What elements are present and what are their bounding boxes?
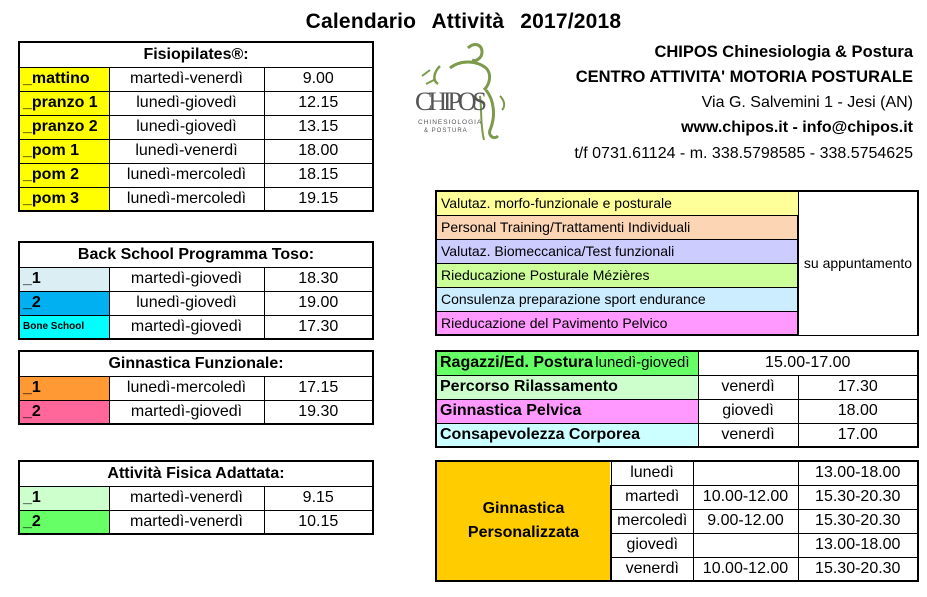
course-time: 15.00-17.00	[698, 351, 918, 375]
svg-text:& POSTURA: & POSTURA	[424, 128, 468, 134]
row-days: martedì-venerdì	[109, 510, 264, 534]
table-row	[19, 115, 373, 139]
row-day: giovedì	[611, 533, 693, 557]
backschool-table	[18, 241, 374, 340]
svg-text:CHIPOS: CHIPOS	[415, 87, 487, 116]
course-days: venerdì	[698, 375, 798, 399]
row-morning: 9.00-12.00	[693, 509, 798, 533]
row-days: lunedì-giovedì	[109, 91, 264, 115]
row-days: lunedì-mercoledì	[109, 163, 264, 187]
row-morning: 10.00-12.00	[693, 485, 798, 509]
row-time: 9.00	[264, 67, 373, 91]
web-contacts: www.chipos.it - info@chipos.it	[681, 119, 913, 136]
address: Via G. Salvemini 1 - Jesi (AN)	[701, 94, 913, 111]
service-label: Personal Training/Trattamenti Individuali	[436, 215, 798, 239]
row-afternoon: 13.00-18.00	[798, 533, 918, 557]
svg-text:CHINESIOLOGIA: CHINESIOLOGIA	[418, 119, 483, 126]
row-label: _pom 3	[19, 187, 109, 211]
row-morning	[693, 461, 798, 485]
row-day: mercoledì	[611, 509, 693, 533]
row-days: martedì-giovedì	[109, 267, 264, 291]
row-day: venerdì	[611, 557, 693, 581]
table-row	[436, 423, 918, 447]
table-row	[19, 486, 373, 510]
course-label: Ragazzi/Ed. Postura lunedì-giovedì	[436, 351, 698, 375]
row-label: _1	[19, 486, 109, 510]
row-days: martedì-venerdì	[109, 67, 264, 91]
course-label: Ginnastica Pelvica	[436, 399, 698, 423]
row-afternoon: 15.30-20.30	[798, 557, 918, 581]
row-label: _1	[19, 376, 109, 400]
table-row	[19, 67, 373, 91]
funzionale-title: Ginnastica Funzionale:	[19, 351, 373, 376]
row-days: lunedì-mercoledì	[109, 187, 264, 211]
row-label: _pom 1	[19, 139, 109, 163]
row-day: lunedì	[611, 461, 693, 485]
service-label: Consulenza preparazione sport endurance	[436, 287, 798, 311]
row-label: _2	[19, 510, 109, 534]
course-time: 18.00	[798, 399, 918, 423]
page-title: Calendario Attività 2017/2018	[305, 10, 622, 33]
row-time: 18.30	[264, 267, 373, 291]
row-label: _pranzo 2	[19, 115, 109, 139]
company-name: CHIPOS Chinesiologia & Postura	[654, 43, 913, 61]
services-table	[435, 190, 919, 336]
row-time: 19.00	[264, 291, 373, 315]
course-days: venerdì	[698, 423, 798, 447]
row-time: 19.30	[264, 400, 373, 424]
row-day: martedì	[611, 485, 693, 509]
row-time: 19.15	[264, 187, 373, 211]
row-label: _1	[19, 267, 109, 291]
fisiopilates-table	[18, 41, 374, 212]
table-row	[19, 91, 373, 115]
courses-table	[435, 350, 919, 448]
adattata-title: Attività Fisica Adattata:	[19, 461, 373, 486]
row-label: _mattino	[19, 67, 109, 91]
funzionale-table	[18, 350, 374, 425]
personalizzata-title: Ginnastica Personalizzata	[436, 461, 611, 581]
course-days: giovedì	[698, 399, 798, 423]
row-time: 18.15	[264, 163, 373, 187]
service-label: Rieducazione del Pavimento Pelvico	[436, 311, 798, 335]
chipos-logo	[410, 40, 510, 150]
backschool-title: Back School Programma Toso:	[19, 242, 373, 267]
course-label: Percorso Rilassamento	[436, 375, 698, 399]
row-days: lunedì-giovedì	[109, 291, 264, 315]
row-label: _pom 2	[19, 163, 109, 187]
table-row	[19, 400, 373, 424]
row-days: martedì-giovedì	[109, 400, 264, 424]
service-label: Rieducazione Posturale Mézières	[436, 263, 798, 287]
table-row	[19, 187, 373, 211]
course-label: Consapevolezza Corporea	[436, 423, 698, 447]
table-row	[19, 163, 373, 187]
table-row	[436, 399, 918, 423]
personalizzata-table	[435, 460, 919, 582]
row-time: 13.15	[264, 115, 373, 139]
center-name: CENTRO ATTIVITA' MOTORIA POSTURALE	[575, 68, 913, 86]
row-afternoon: 13.00-18.00	[798, 461, 918, 485]
table-row	[19, 139, 373, 163]
table-row	[436, 351, 918, 375]
row-label: Bone School	[19, 315, 109, 339]
table-row	[19, 376, 373, 400]
row-time: 17.15	[264, 376, 373, 400]
row-days: martedì-venerdì	[109, 486, 264, 510]
row-afternoon: 15.30-20.30	[798, 509, 918, 533]
appointment-note: su appuntamento	[798, 191, 918, 335]
row-label: _2	[19, 400, 109, 424]
fisiopilates-title: Fisiopilates®:	[19, 42, 373, 67]
service-label: Valutaz. Biomeccanica/Test funzionali	[436, 239, 798, 263]
phone-numbers: t/f 0731.61124 - m. 338.5798585 - 338.5754625	[574, 145, 913, 162]
row-afternoon: 15.30-20.30	[798, 485, 918, 509]
row-morning: 10.00-12.00	[693, 557, 798, 581]
row-days: lunedì-giovedì	[109, 115, 264, 139]
service-label: Valutaz. morfo-funzionale e posturale	[436, 191, 798, 215]
table-row	[19, 291, 373, 315]
row-label: _pranzo 1	[19, 91, 109, 115]
row-time: 12.15	[264, 91, 373, 115]
row-time: 10.15	[264, 510, 373, 534]
row-time: 9.15	[264, 486, 373, 510]
course-time: 17.30	[798, 375, 918, 399]
table-row	[19, 510, 373, 534]
row-days: lunedì-mercoledì	[109, 376, 264, 400]
list-item	[436, 191, 918, 215]
chipos-logo-icon	[410, 40, 510, 150]
table-row	[436, 375, 918, 399]
row-time: 17.30	[264, 315, 373, 339]
adattata-table	[18, 460, 374, 535]
row-days: lunedì-venerdì	[109, 139, 264, 163]
row-days: martedì-giovedì	[109, 315, 264, 339]
row-label: _2	[19, 291, 109, 315]
table-row	[436, 461, 918, 485]
course-days: lunedì-giovedì	[595, 354, 690, 372]
table-row	[19, 267, 373, 291]
table-row	[19, 315, 373, 339]
row-time: 18.00	[264, 139, 373, 163]
row-morning	[693, 533, 798, 557]
course-time: 17.00	[798, 423, 918, 447]
